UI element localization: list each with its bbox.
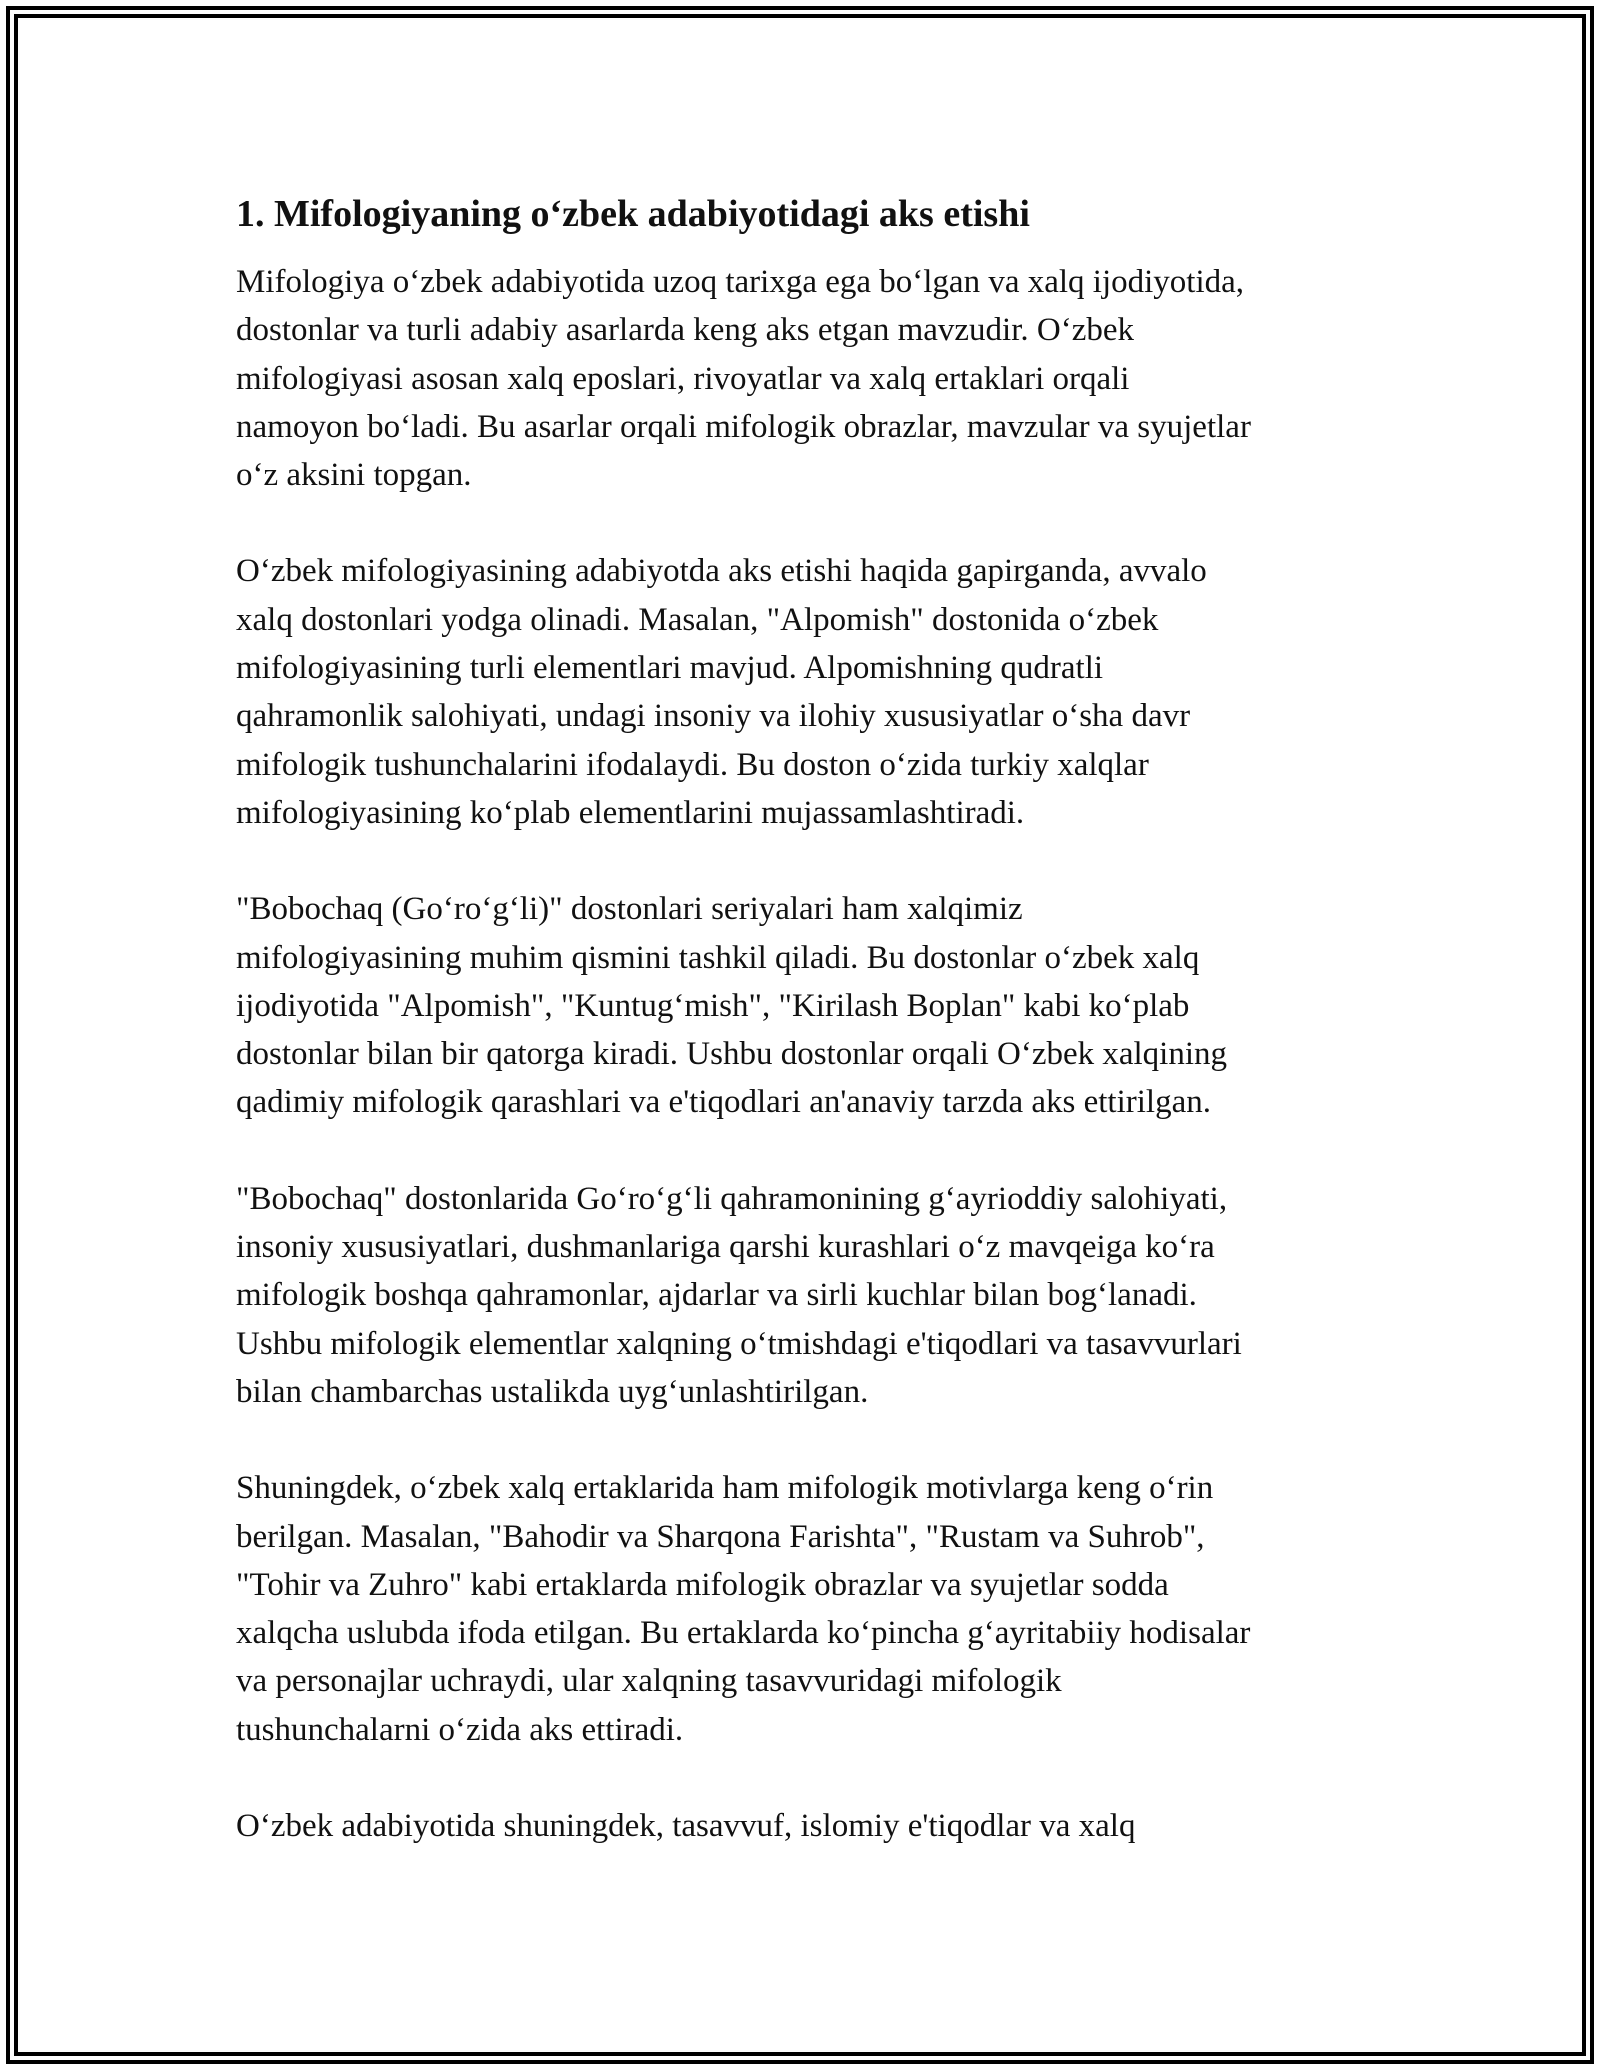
text-line: berilgan. Masalan, "Bahodir va Sharqona Farishta", "Rustam va Suhrob", (236, 1518, 1205, 1555)
text-line: bilan chambarchas ustalikda uyg‘unlashtirilgan. (236, 1373, 869, 1410)
text-line: mifologik tushunchalarini ifodalaydi. Bu doston o‘zida turkiy xalqlar (236, 746, 1149, 783)
text-line: "Bobochaq" dostonlarida Go‘ro‘g‘li qahramonining g‘ayrioddiy salohiyati, (236, 1180, 1228, 1217)
text-line: Ushbu mifologik elementlar xalqning o‘tmishdagi e'tiqodlari va tasavvurlari (236, 1325, 1242, 1362)
text-line: ijodiyotida "Alpomish", "Kuntug‘mish", "Kirilash Boplan" kabi ko‘plab (236, 987, 1190, 1024)
text-line: mifologik boshqa qahramonlar, ajdarlar va sirli kuchlar bilan bog‘lanadi. (236, 1277, 1197, 1314)
document-body (236, 188, 1386, 1898)
text-line: namoyon bo‘ladi. Bu asarlar orqali mifologik obrazlar, mavzular va syujetlar (236, 408, 1251, 445)
text-line: "Bobochaq (Go‘ro‘g‘li)" dostonlari seriyalari ham xalqimiz (236, 891, 1023, 928)
paragraph-4 (236, 1175, 1386, 1416)
text-line: qadimiy mifologik qarashlari va e'tiqodlari an'anaviy tarzda aks ettirilgan. (236, 1084, 1211, 1121)
paragraph-1 (236, 258, 1386, 499)
paragraph-6 (236, 1802, 1386, 1850)
section-heading: 1. Mifologiyaning o‘zbek adabiyotidagi aks etishi (236, 193, 1030, 235)
text-line: mifologiyasi asosan xalq eposlari, rivoyatlar va xalq ertaklari orqali (236, 360, 1130, 397)
text-line: dostonlar va turli adabiy asarlarda keng aks etgan mavzudir. O‘zbek (236, 312, 1135, 349)
text-line: mifologiyasining ko‘plab elementlarini mujassamlashtiradi. (236, 794, 1025, 831)
text-line: mifologiyasining muhim qismini tashkil qiladi. Bu dostonlar o‘zbek xalq (236, 939, 1200, 976)
text-line: dostonlar bilan bir qatorga kiradi. Ushbu dostonlar orqali O‘zbek xalqining (236, 1036, 1228, 1073)
text-line: xalqcha uslubda ifoda etilgan. Bu ertaklarda ko‘pincha g‘ayritabiiy hodisalar (236, 1615, 1251, 1652)
paragraph-3 (236, 885, 1386, 1126)
text-line: qahramonlik salohiyati, undagi insoniy va ilohiy xususiyatlar o‘sha davr (236, 698, 1191, 735)
text-line: tushunchalarni o‘zida aks ettiradi. (236, 1711, 684, 1748)
text-line: o‘z aksini topgan. (236, 457, 472, 494)
text-line: insoniy xususiyatlari, dushmanlariga qarshi kurashlari o‘z mavqeiga ko‘ra (236, 1229, 1215, 1266)
text-line: xalq dostonlari yodga olinadi. Masalan, "Alpomish" dostonida o‘zbek (236, 601, 1159, 638)
text-line: mifologiyasining turli elementlari mavjud. Alpomishning qudratli (236, 650, 1104, 687)
text-line: va personajlar uchraydi, ular xalqning tasavvuridagi mifologik (236, 1663, 1062, 1700)
paragraph-2 (236, 547, 1386, 837)
paragraph-5 (236, 1464, 1386, 1754)
text-line: O‘zbek adabiyotida shuningdek, tasavvuf, islomiy e'tiqodlar va xalq (236, 1808, 1136, 1845)
text-line: O‘zbek mifologiyasining adabiyotda aks etishi haqida gapirganda, avvalo (236, 553, 1207, 590)
text-line: Shuningdek, o‘zbek xalq ertaklarida ham mifologik motivlarga keng o‘rin (236, 1470, 1214, 1507)
text-line: Mifologiya o‘zbek adabiyotida uzoq tarixga ega bo‘lgan va xalq ijodiyotida, (236, 264, 1245, 300)
text-line: "Tohir va Zuhro" kabi ertaklarda mifologik obrazlar va syujetlar sodda (236, 1566, 1169, 1603)
